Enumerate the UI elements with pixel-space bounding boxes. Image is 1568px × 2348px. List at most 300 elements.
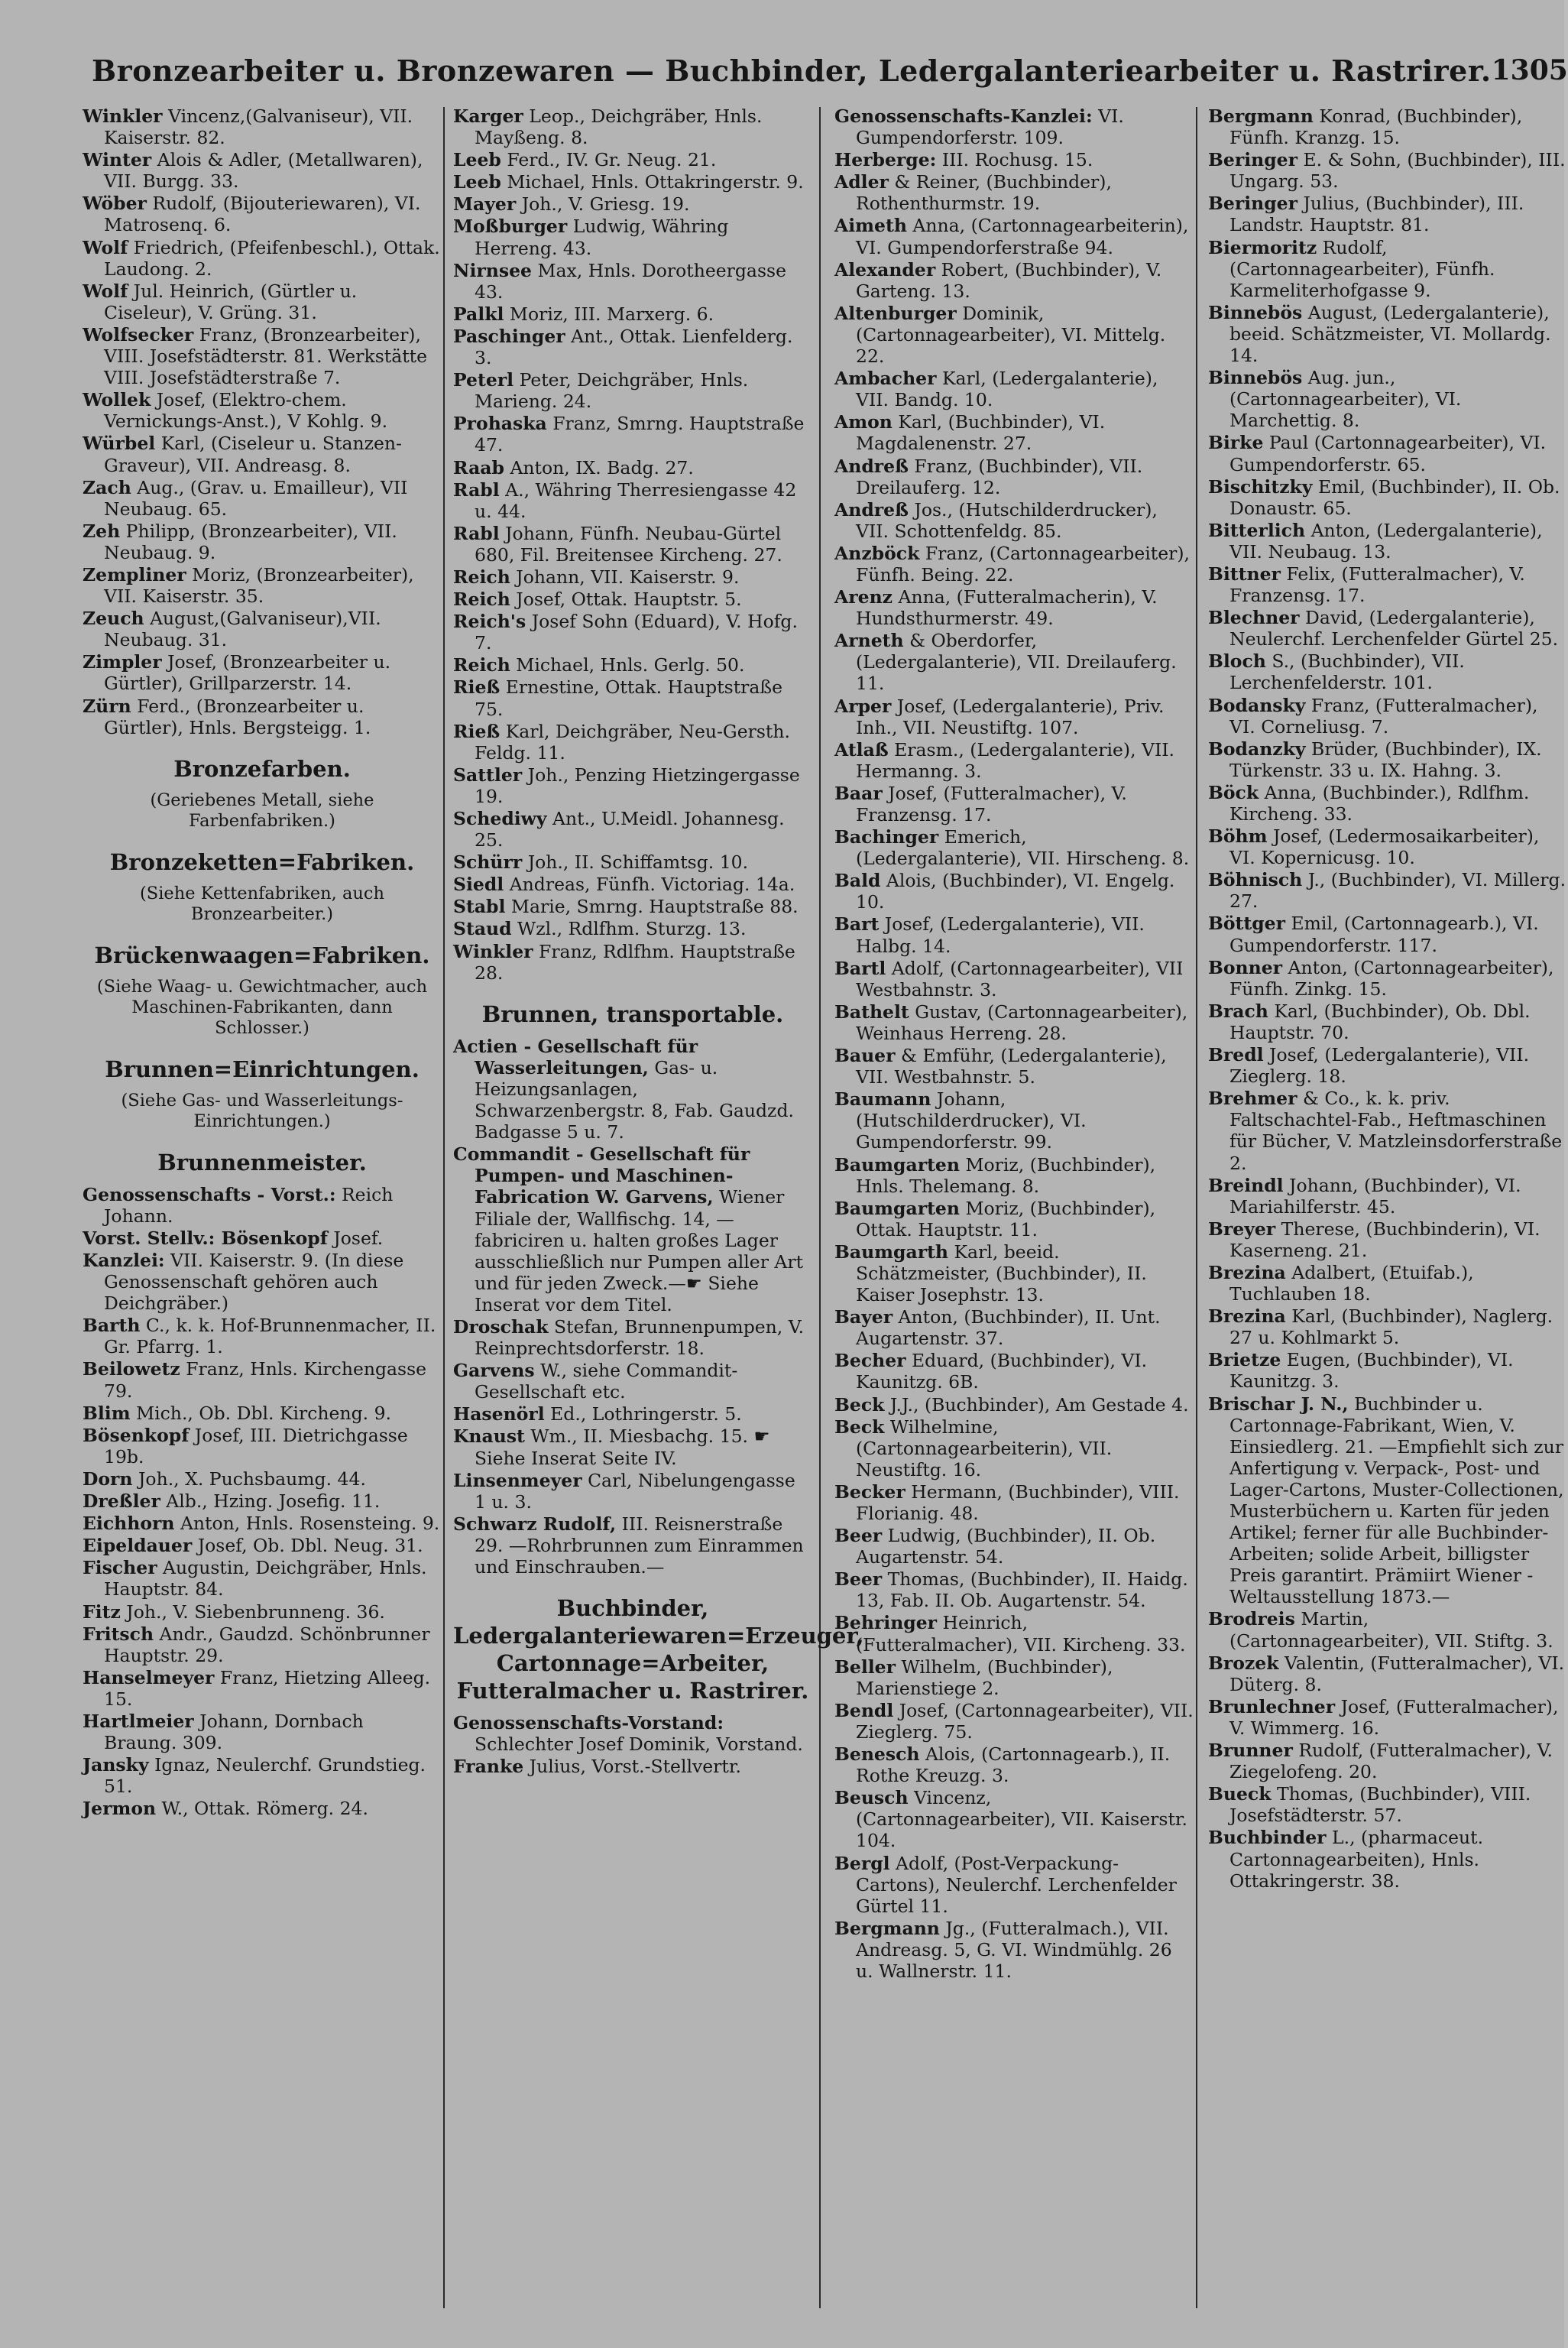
directory-entry [1208,105,1567,148]
entry-details: Alois, (Cartonnagearb.), II. Rothe Kreuzg. 3. [856,1743,1171,1787]
entry-name: Arneth [834,630,904,652]
entry-details: Anna, (Futteralmacherin), V. Hundsthurmerstr. 49. [856,586,1158,630]
entry-name: Beller [834,1656,896,1678]
entry-details: Joh., V. Siebenbrunneng. 36. [120,1600,385,1623]
entry-name: Dreßler [83,1490,160,1513]
entry-name: Paschinger [453,325,565,347]
directory-entry [453,326,812,368]
directory-entry [1208,1393,1567,1608]
directory-entry [1208,520,1567,563]
entry-name: Peterl [453,369,514,391]
entry-details: Rudolf, (Futteralmacher), V. Ziegelofeng. 20. [1229,1740,1553,1783]
entry-details: Joh., Penzing Hietzingergasse 19. [475,764,800,807]
entry-name: Brezina [1208,1305,1286,1328]
entry-details: & Oberdorfer, (Ledergalanterie), VII. Dreilauferg. 11. [856,630,1177,695]
entry-name: Baumgarth [834,1240,949,1263]
entry-details: Marie, Smrng. Hauptstraße 88. [505,896,799,918]
directory-entry [834,1350,1194,1393]
directory-entry [83,521,442,563]
section-title: Brunnenmeister. [157,1149,367,1176]
entry-name: Bergl [834,1852,890,1874]
entry-details: Martin, (Cartonnagearbeiter), VII. Stiftg. 3. [1229,1608,1553,1652]
entry-details: Michael, Hnls. Ottakringerstr. 9. [501,171,804,193]
entry-name: Prohaska [453,413,547,435]
entry-details: Karl, (Buchbinder), Naglerg. 27 u. Kohlmarkt 5. [1229,1305,1553,1349]
directory-entry [1208,1000,1567,1043]
entry-name: Bösenkopf [83,1424,190,1446]
entry-name: Hartlmeier [83,1710,194,1732]
entry-name: Jermon [83,1798,157,1820]
entry-details: Josef, (Elektro-chem. Vernickungs-Anst.), V Kohlg. 9. [104,389,388,433]
entry-name: Becker [834,1480,905,1503]
directory-entry [834,1481,1194,1524]
entry-name: Franke [453,1756,524,1778]
entry-details: Heinrich, (Futteralmacher), VII. Kircheng. 33. [856,1612,1186,1656]
entry-name: Baumgarten [834,1197,960,1219]
directory-entry [1208,825,1567,868]
directory-entry [83,1798,442,1819]
entry-name: Beringer [1208,193,1297,215]
entry-name: Beck [834,1416,885,1438]
directory-entry [83,1754,442,1797]
entry-name: Atlaß [834,738,889,761]
directory-entry [1208,1349,1567,1392]
directory-entry [834,368,1194,410]
entry-name: Eichhorn [83,1513,175,1535]
entry-name: Reich's [453,611,526,633]
entry-details: Wilhelm, (Buchbinder), Marienstiege 2. [856,1656,1113,1699]
entry-name: Böhnisch [1208,869,1303,891]
directory-entry [1208,1044,1567,1087]
directory-entry [834,1416,1194,1480]
entry-details: August, (Ledergalanterie), beeid. Schätzmeister, VI. Mollardg. 14. [1229,301,1551,367]
entry-name: Schwarz Rudolf, [453,1513,617,1535]
entry-name: Siedl [453,874,504,896]
directory-entry [453,1756,812,1777]
entry-name: Blim [83,1402,131,1424]
directory-entry [453,808,812,851]
entry-details: Joh., V. Griesg. 19. [516,193,690,216]
entry-details: Max, Hnls. Dorotheergasse 43. [475,259,786,303]
entry-name: Beer [834,1568,883,1591]
entry-name: Jansky [83,1754,149,1776]
entry-name: Buchbinder [1208,1827,1327,1849]
entry-details: Moriz, (Buchbinder), Ottak. Hauptstr. 11. [856,1197,1156,1240]
entry-details: Joh., II. Schiffamtsg. 10. [522,851,749,874]
entry-details: Josef, (Ledermosaikarbeiter), VI. Kopernicusg. 10. [1229,825,1540,869]
directory-entry [834,1001,1194,1044]
entry-details: A., Währing Therresiengasse 42 u. 44. [475,478,797,522]
directory-entry [1208,1262,1567,1305]
entry-name: Garvens [453,1360,535,1382]
entry-details: Julius, (Buchbinder), III. Landstr. Hauptstr. 81. [1229,193,1524,236]
entry-name: Bayer [834,1306,893,1328]
directory-entry [83,389,442,432]
entry-name: Breyer [1208,1218,1276,1240]
entry-name: Hanselmeyer [83,1666,215,1688]
directory-entry [453,1513,812,1578]
entry-details: L., (pharmaceut. Cartonnagearbeiten), Hnls. Ottakringerstr. 38. [1229,1827,1484,1892]
directory-entry [834,456,1194,498]
entry-name: Genossenschafts-Kanzlei: [834,105,1093,127]
entry-details: Josef, (Futteralmacher), V. Franzensg. 17. [856,782,1127,825]
entry-details: J.J., (Buchbinder), Am Gestade 4. [884,1393,1189,1416]
directory-entry [834,870,1194,913]
directory-entry [83,477,442,520]
directory-entry [834,1241,1194,1305]
directory-entry [453,1470,812,1513]
directory-entry [83,564,442,607]
entry-name: Zempliner [83,563,186,585]
entry-name: Zürn [83,695,131,717]
entry-name: Vorst. Stellv.: Bösenkopf [83,1227,328,1249]
entry-name: Winter [83,149,152,171]
entry-details: Ed., Lothringerstr. 5. [544,1403,742,1425]
directory-entry [83,237,442,280]
entry-details: Wm., II. Miesbachg. 15. ☛ Siehe Inserat Seite IV. [475,1425,770,1469]
entry-name: Eipeldauer [83,1535,193,1557]
directory-entry [834,1787,1194,1851]
entry-name: Andreß [834,498,909,521]
entry-details: Johann, VII. Kaiserstr. 9. [510,566,740,588]
entry-name: Benesch [834,1743,920,1766]
directory-entry [834,1700,1194,1743]
entry-details: Thomas, (Buchbinder), VIII. Josefstädterstr. 57. [1229,1783,1531,1827]
entry-details: Vincenz, (Cartonnagearbeiter), VII. Kaiserstr. 104. [856,1787,1188,1852]
entry-details: & Co., k. k. priv. Faltschachtel-Fab., Heftmaschinen für Bücher, V. Matzleinsdorferstraße 2. [1229,1088,1563,1174]
directory-entry [834,826,1194,869]
directory-entry [1208,1696,1567,1739]
directory-entry [834,1568,1194,1611]
directory-entry [834,630,1194,694]
entry-name: Wollek [83,389,151,411]
entry-details: Moriz, (Buchbinder), Hnls. Thelemang. 8. [856,1153,1156,1197]
directory-entry [834,149,1194,170]
entry-name: Beringer [1208,149,1297,171]
entry-name: Herberge: [834,149,937,171]
entry-name: Schürr [453,851,523,874]
entry-details: C., k. k. Hof-Brunnenmacher, II. Gr. Pfarrg. 1. [104,1315,436,1358]
entry-details: Josef. [327,1227,384,1249]
directory-entry [1208,1218,1567,1261]
entry-details: Ignaz, Neulerchf. Grundstieg. 51. [104,1754,426,1798]
entry-details: Franz, (Buchbinder), VII. Dreilauferg. 12. [856,455,1143,498]
entry-name: Brodreis [1208,1608,1295,1630]
directory-entry [453,457,812,478]
directory-entry [453,654,812,676]
directory-entry [83,1557,442,1600]
directory-entry [83,1667,442,1710]
entry-name: Bitterlich [1208,519,1306,541]
directory-entry [453,523,812,566]
entry-name: Birke [1208,432,1264,454]
directory-entry [83,1711,442,1753]
entry-details: Josef, (Futteralmacher), V. Wimmerg. 16. [1229,1695,1559,1739]
entry-details: Anna, (Buchbinder.), Rdlfhm. Kircheng. 33. [1229,781,1530,825]
directory-entry [834,1088,1194,1153]
directory-entry [1208,738,1567,781]
entry-details: Buchbinder u. Cartonnage-Fabrikant, Wien, V. Einsiedlerg. 21. —Empfiehlt sich zur Anfertigung v. Verpack-, Post- und Lager-Cartons, Muster-Collectionen, Musterbüchern u. Karten für jeden Artikel; ferner für alle Buchbinder-Arbeiten; solide Arbeit, billigster Preis garantirt. Prämiirt Wiener - Weltausstellung 1873.— [1229,1393,1564,1608]
entry-name: Beer [834,1525,883,1547]
entry-name: Staud [453,918,512,940]
entry-name: Winkler [453,940,533,962]
directory-entry [83,1535,442,1556]
entry-details: Ant., Ottak. Lienfelderg. 3. [475,325,793,369]
entry-details: Dominik, (Cartonnagearbeiter), VI. Mittelg. 22. [856,302,1166,368]
directory-entry [83,1250,442,1314]
directory-entry [1208,1652,1567,1695]
entry-details: Peter, Deichgräber, Hnls. Marieng. 24. [475,369,749,413]
entry-details: Josef, (Ledergalanterie), Priv. Inh., VII. Neustiftg. 107. [856,695,1165,738]
entry-name: Brach [1208,1000,1268,1022]
directory-entry [1208,650,1567,693]
entry-details: Robert, (Buchbinder), V. Garteng. 13. [856,258,1162,302]
directory-entry [1208,695,1567,738]
entry-name: Kanzlei: [83,1250,165,1271]
entry-name: Winkler [83,105,163,127]
entry-details: Ludwig, Währing Herreng. 43. [475,216,729,259]
entry-details: Julius, Vorst.-Stellvertr. [523,1756,741,1778]
entry-name: Bergmann [834,1917,940,1939]
running-title: Bronzearbeiter u. Bronzewaren — Buchbinder, Ledergalanteriearbeiter u. Rastrirer. [92,53,1492,88]
entry-name: Bergmann [1208,105,1314,127]
entry-details: Moriz, (Bronzearbeiter), VII. Kaiserstr. 35. [104,563,414,608]
directory-entry [1208,476,1567,519]
directory-entry [453,1036,812,1143]
entry-details: Josef, (Cartonnagearbeiter), VII. Zieglerg. 75. [856,1699,1194,1743]
entry-details: David, (Ledergalanterie), Neulerchf. Lerchenfelder Gürtel 25. [1229,607,1559,650]
entry-details: Johann, Dornbach Braung. 309. [104,1710,364,1754]
entry-name: Böttger [1208,913,1286,935]
directory-entry [834,543,1194,585]
entry-name: Blechner [1208,607,1300,629]
entry-details: Josef, Ottak. Hauptstr. 5. [510,589,742,611]
directory-entry [834,1306,1194,1349]
entry-name: Biermoritz [1208,236,1317,258]
entry-name: Bonner [1208,956,1283,978]
entry-details: Ernestine, Ottak. Hauptstraße 75. [475,676,782,720]
directory-entry [1208,432,1567,475]
directory-entry [453,676,812,719]
entry-details: Anton, IX. Badg. 27. [504,456,694,478]
entry-details: Emil, (Cartonnagearb.), VI. Gumpendorferstr. 117. [1229,913,1539,956]
entry-details: & Reiner, (Buchbinder), Rothenthurmstr. 19. [856,171,1112,215]
directory-entry [1208,149,1567,192]
section-note: (Siehe Waag- u. Gewichtmacher, auch Maschinen-Fabrikanten, dann Schlosser.) [96,976,428,1038]
column-rule [1196,107,1197,2308]
directory-entry [453,1316,812,1359]
entry-name: Bredl [1208,1044,1264,1066]
entry-name: Bartl [834,957,886,979]
entry-name: Genossenschafts - Vorst.: [83,1183,336,1205]
entry-details: Jul. Heinrich, (Gürtler u. Ciseleur), V. Grüng. 31. [104,280,358,323]
directory-entry [453,369,812,412]
entry-details: Aug., (Grav. u. Emailleur), VII Neubaug. 65. [104,476,408,520]
column-3 [834,105,1194,2337]
directory-entry [83,608,442,650]
entry-details: Valentin, (Futteralmacher), VI. Düterg. 8. [1229,1652,1565,1695]
column-4 [1208,105,1567,2337]
directory-entry [1208,1175,1567,1218]
entry-details: Eugen, (Buchbinder), VI. Kaunitzg. 3. [1229,1349,1514,1393]
entry-name: Behringer [834,1612,938,1634]
entry-name: Brunner [1208,1740,1293,1762]
directory-entry [834,739,1194,782]
entry-details: Ferd., IV. Gr. Neug. 21. [501,149,717,171]
entry-name: Leeb [453,149,501,171]
entry-name: Bueck [1208,1783,1272,1805]
directory-entry [83,433,442,475]
directory-entry [453,941,812,984]
entry-details: W., Ottak. Römerg. 24. [156,1798,368,1820]
entry-details: Erasm., (Ledergalanterie), VII. Hermanng. 3. [856,738,1175,782]
entry-name: Knaust [453,1425,525,1448]
entry-details: Franz, Hietzing Alleeg. 15. [104,1666,431,1710]
directory-entry [834,913,1194,956]
directory-entry [83,651,442,694]
directory-entry [1208,957,1567,1000]
directory-entry [834,215,1194,258]
entry-details: Eduard, (Buchbinder), VI. Kaunitzg. 6B. [856,1350,1148,1393]
entry-details: Andr., Gaudzd. Schönbrunner Hauptstr. 29. [104,1623,430,1666]
entry-name: Beusch [834,1787,909,1809]
entry-details: Andreas, Fünfh. Victoriag. 14a. [504,874,795,896]
directory-entry [453,611,812,653]
entry-details: Ferd., (Bronzearbeiter u. Gürtler), Hnls. Bergsteigg. 1. [104,695,371,738]
section-title: Brückenwaagen=Fabriken. [94,942,430,968]
entry-name: Barth [83,1315,141,1337]
entry-name: Fischer [83,1557,157,1579]
entry-name: Schediwy [453,808,547,829]
entry-details: Paul (Cartonnagearbeiter), VI. Gumpendorferstr. 65. [1229,432,1547,475]
entry-name: Böck [1208,781,1259,803]
entry-details: Anton, Hnls. Rosensteing. 9. [174,1513,440,1535]
directory-entry [453,589,812,610]
entry-details: Alois & Adler, (Metallwaren), VII. Burgg. 33. [104,149,423,193]
entry-name: Becher [834,1350,906,1372]
entry-details: Rudolf, (Bijouteriewaren), VI. Matrosenq. 6. [104,193,421,236]
entry-details: Adolf, (Cartonnagearbeiter), VII Westbahnstr. 3. [856,957,1184,1000]
entry-details: Wilhelmine, (Cartonnagearbeiterin), VII. Neustiftg. 16. [856,1416,1113,1480]
directory-entry [834,105,1194,148]
entry-name: Dorn [83,1468,133,1490]
entry-name: Actien - Gesellschaft für Wasserleitungen, [453,1035,698,1078]
entry-name: Hasenörl [453,1403,545,1425]
directory-entry [83,105,442,148]
entry-name: Brehmer [1208,1088,1297,1110]
entry-name: Brietze [1208,1349,1281,1371]
page-number: 1305 [1491,54,1568,86]
entry-name: Brunlechner [1208,1695,1336,1717]
directory-entry [834,1198,1194,1240]
entry-name: Sattler [453,764,523,786]
entry-details: Karl, (Ledergalanterie), VII. Bandg. 10. [856,368,1158,411]
directory-entry [834,696,1194,738]
entry-details: Karl, beeid. Schätzmeister, (Buchbinder), II. Kaiser Josephstr. 13. [856,1240,1147,1306]
entry-details: Michael, Hnls. Gerlg. 50. [510,654,745,676]
directory-entry [1208,1740,1567,1782]
entry-name: Bart [834,913,880,936]
entry-details: Johann, Fünfh. Neubau-Gürtel 680, Fil. Breitensee Kircheng. 27. [475,522,782,566]
directory-entry [453,566,812,588]
entry-name: Bischitzky [1208,475,1313,498]
entry-details: Karl, Deichgräber, Neu-Gersth. Feldg. 11. [475,720,790,764]
entry-details: Adolf, (Post-Verpackung-Cartons), Neulerchf. Lerchenfelder Gürtel 11. [856,1852,1177,1917]
entry-name: Arenz [834,586,893,608]
entry-details: Philipp, (Bronzearbeiter), VII. Neubaug. 9. [104,520,397,563]
entry-name: Arper [834,695,892,717]
directory-entry [1208,1827,1567,1891]
directory-entry [1208,193,1567,235]
entry-details: Stefan, Brunnenpumpen, V. Reinprechtsdorferstr. 18. [475,1315,805,1360]
entry-name: Mayer [453,193,517,216]
entry-name: Bodansky [1208,694,1306,716]
entry-name: Zach [83,476,131,498]
entry-details: Karl, (Ciseleur u. Stanzen-Graveur), VII. Andreasg. 8. [104,433,402,476]
entry-details: Wiener Filiale der, Wallfischg. 14, —fabriciren u. halten großes Lager ausschließlich nur Pumpen aller Art und für jeden Zweck.—☛ Siehe Inserat vor dem Titel. [475,1186,804,1315]
section-title: Brunnen=Einrichtungen. [105,1056,420,1082]
directory-entry [1208,237,1567,301]
entry-details: Augustin, Deichgräber, Hnls. Hauptstr. 84. [104,1557,427,1600]
entry-name: Rabl [453,478,500,501]
entry-name: Commandit - Gesellschaft für Pumpen- und Maschinen-Fabrication W. Garvens, [453,1143,750,1208]
directory-entry [1208,1608,1567,1651]
entry-name: Wolf [83,280,128,302]
entry-name: Reich [453,566,510,588]
directory-entry [453,874,812,895]
entry-name: Palkl [453,303,504,325]
directory-entry [83,1403,442,1424]
entry-details: W., siehe Commandit-Gesellschaft etc. [475,1360,738,1403]
directory-entry [834,1612,1194,1655]
directory-entry [83,1425,442,1468]
entry-details: Anna, (Cartonnagearbeiterin), VI. Gumpendorferstraße 94. [856,215,1189,258]
entry-name: Nirnsee [453,259,533,281]
entry-name: Brezina [1208,1261,1286,1283]
directory-entry [83,1623,442,1666]
directory-entry [834,1656,1194,1699]
directory-entry [453,216,812,258]
directory-entry [1208,1305,1567,1348]
entry-name: Zeuch [83,608,144,630]
entry-details: Josef, (Bronzearbeiter u. Gürtler), Grillparzerstr. 14. [104,651,391,695]
directory-entry [83,1184,442,1227]
entry-name: Linsenmeyer [453,1469,582,1491]
directory-entry [453,896,812,917]
entry-name: Wöber [83,193,147,215]
entry-details: Emerich, (Ledergalanterie), VII. Hirscheng. 8. [856,826,1190,870]
entry-details: Franz, (Bronzearbeiter), VIII. Josefstädterstr. 81. Werkstätte VIII. Josefstädterstraße 7. [104,323,427,389]
entry-details: Joh., X. Puchsbaumg. 44. [132,1468,366,1490]
entry-details: Anton, (Ledergalanterie), VII. Neubaug. 13. [1229,519,1543,563]
entry-name: Beck [834,1393,885,1416]
directory-entry [834,1525,1194,1568]
directory-entry [453,1403,812,1425]
entry-details: J., (Buchbinder), VI. Millerg. 27. [1229,869,1566,913]
directory-entry [1208,782,1567,825]
entry-details: Konrad, (Buchbinder), Fünfh. Kranzg. 15. [1229,105,1523,149]
entry-details: Johann, (Hutschilderdrucker), VI. Gumpendorferstr. 99. [856,1088,1087,1153]
entry-details: Moriz, III. Marxerg. 6. [504,303,714,325]
entry-name: Rieß [453,676,501,699]
entry-name: Rabl [453,522,500,544]
entry-details: Franz, Hnls. Kirchengasse 79. [104,1358,427,1402]
entry-details: Josef Sohn (Eduard), V. Hofg. 7. [475,611,798,654]
directory-entry [834,171,1194,214]
entry-details: Alb., Hzing. Josefig. 11. [160,1490,381,1513]
directory-entry [834,1394,1194,1416]
entry-details: III. Rochusg. 15. [936,149,1093,171]
